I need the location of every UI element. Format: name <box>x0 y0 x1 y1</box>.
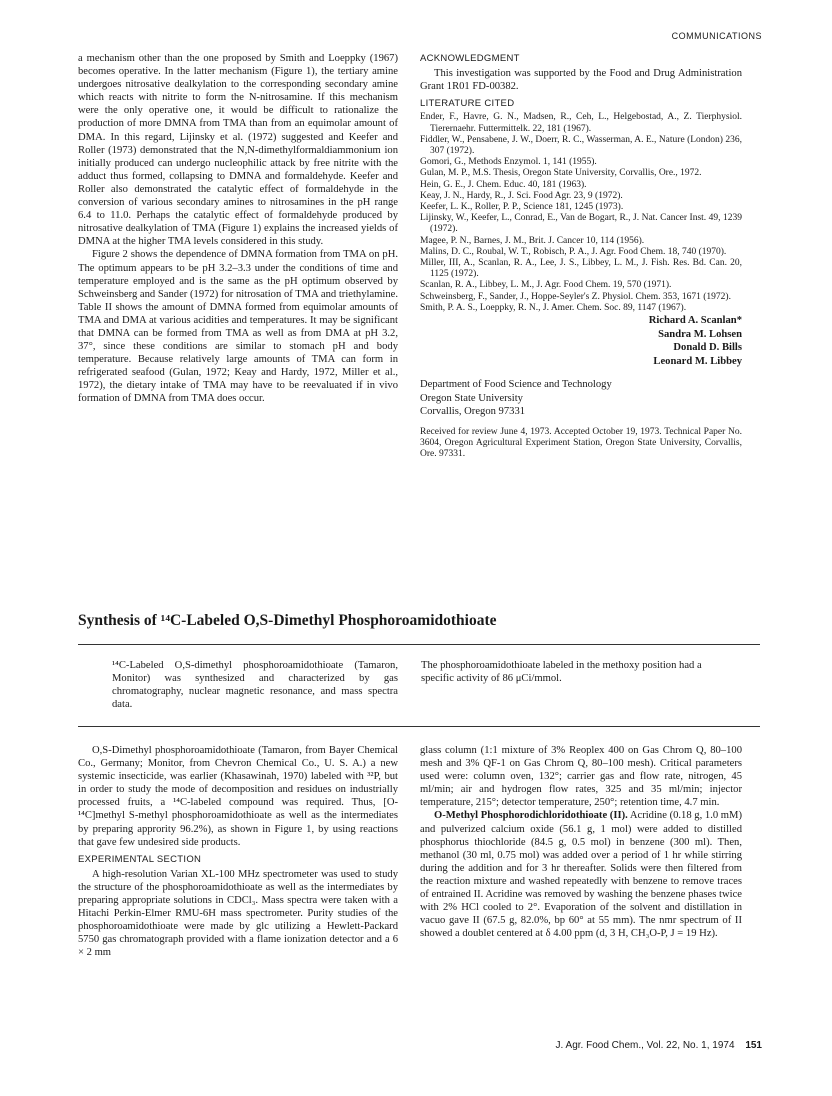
acknowledgment-heading: ACKNOWLEDGMENT <box>420 53 520 64</box>
affiliation-line: Oregon State University <box>420 392 523 404</box>
experimental-heading: EXPERIMENTAL SECTION <box>78 853 202 865</box>
affiliation-line: Department of Food Science and Technology <box>420 379 612 391</box>
affiliation-line: Corvallis, Oregon 97331 <box>420 406 526 418</box>
compound-heading: O-Methyl Phosphorodichloridothioate (II). <box>434 810 628 822</box>
reference-item: Smith, P. A. S., Loeppky, R. N., J. Amer. Chem. Soc. 89, 1147 (1967). <box>420 302 687 313</box>
author-list <box>420 314 742 368</box>
reference-item: Schweinsberg, F., Sander, J., Hoppe-Seyler's Z. Physiol. Chem. 353, 1671 (1972). <box>420 291 731 302</box>
article1-right-column <box>420 52 742 460</box>
article2-title: Synthesis of ¹⁴C-Labeled O,S-Dimethyl Phosphoroamidothioate <box>78 612 497 629</box>
section-label: COMMUNICATIONS <box>671 31 762 41</box>
divider <box>78 726 760 727</box>
reference-list <box>420 112 742 314</box>
reference-item: Keay, J. N., Hardy, R., J. Sci. Food Agr. 23, 9 (1972). <box>420 190 623 201</box>
page-number: 151 <box>745 1040 762 1051</box>
article1-left-column <box>78 52 398 406</box>
reference-item: Hein, G. E., J. Chem. Educ. 40, 181 (1963). <box>420 179 587 190</box>
author-name: Sandra M. Lohsen <box>658 328 742 340</box>
reference-item: Gulan, M. P., M.S. Thesis, Oregon State University, Corvallis, Ore., 1972. <box>420 168 702 179</box>
acknowledgment-text: This investigation was supported by the Food and Drug Administration Grant 1R01 FD-00382. <box>420 68 742 93</box>
affiliation <box>420 378 742 419</box>
body-paragraph: O,S-Dimethyl phosphoroamidothioate (Tamaron, from Bayer Chemical Co., Germany; Monitor, from Chevron Chemical Co., U. S. A.) a new systemic insecticide, was earlier (Khasawinah, 1970) labeled with ³²P, but in order to study the mode of decomposition and residues on industrially processed fruits, a ¹⁴C-labeled compound was required. Thus, [O-¹⁴C]methyl S-methyl phosphoroamidothioate as well as the intermediates by preparing apprority 96.2%), as shown in Figure 1, by using reactions that gave few undesired side products. <box>78 745 398 848</box>
reference-item: Miller, III, A., Scanlan, R. A., Lee, J. S., Libbey, L. M., J. Fish. Res. Bd. Can. 20, 1125 (1972). <box>420 258 742 280</box>
reference-item: Gomori, G., Methods Enzymol. 1, 141 (1955). <box>420 157 597 168</box>
reference-item: Keefer, L. K., Roller, P. P., Science 181, 1245 (1973). <box>420 202 624 212</box>
reference-item: Fiddler, W., Pensabene, J. W., Doerr, R. C., Wasserman, A. E., Nature (London) 236, 307 (1972). <box>420 134 742 156</box>
journal-citation: J. Agr. Food Chem., Vol. 22, No. 1, 1974 <box>555 1040 735 1051</box>
divider <box>78 644 760 645</box>
received-note: Received for review June 4, 1973. Accepted October 19, 1973. Technical Paper No. 3604, Oregon Agricultural Experiment Station, Oregon State University, Corvallis, Ore. 97331. <box>420 426 742 459</box>
body-paragraph <box>420 809 742 940</box>
article2-right-column <box>420 744 742 940</box>
body-text: Acridine (0.18 g, 1.0 mM) and pulverized calcium oxide (56.1 g, 1 mol) were added to distilled phosphorus thiochloride (84.5 g, 0.5 mol) in benzene (300 ml). Then, methanol (30 ml, 0.75 mol) was added over a period of 1 hr while stirring during the addition and for 3 hr thereafter. Solids were then filtered from the reaction mixture and washed repeatedly with benzene to remove traces of entrained II. Acridine was removed by washing the benzene phases twice with 2% HCl cooled to 2°. Evaporation of the solvent and distillation in vacuo gave II (67.5 g, 82.0%, bp 60° at 55 mm). The nmr spectrum of II showed a doublet centered at δ 4.00 ppm (d, 3 H, CH₃O-P, J = 19 Hz). <box>420 810 742 940</box>
reference-item: Lijinsky, W., Keefer, L., Conrad, E., Van de Bogart, R., J. Nat. Cancer Inst. 49, 1239 (1972). <box>420 213 742 235</box>
reference-item: Malins, D. C., Roubal, W. T., Robisch, P. A., J. Agr. Food Chem. 18, 740 (1970). <box>420 246 727 257</box>
reference-item: Magee, P. N., Barnes, J. M., Brit. J. Cancer 10, 114 (1956). <box>420 235 645 246</box>
reference-item: Scanlan, R. A., Libbey, L. M., J. Agr. Food Chem. 19, 570 (1971). <box>420 280 672 291</box>
article2-left-column <box>78 744 398 960</box>
body-paragraph: glass column (1:1 mixture of 3% Reoplex 400 on Gas Chrom Q, 80–100 mesh and 3% QF-1 on Gas Chrom Q, 80–100 mesh). Critical parameters used were: column oven, 132°; carrier gas and flow rate, nitrogen, 45 ml/min; air and hydrogen flow rates, 325 and 35 ml/min; injector temperature, 215°; detector temperature, 250°; retention time, 4.7 min. <box>420 745 742 809</box>
body-paragraph: a mechanism other than the one proposed by Smith and Loeppky (1967) becomes operative. In the latter mechanism (Figure 1), the tertiary amine undergoes nitrosative dealkylation to the corresponding secondary amine which reacts with nitrite to form the N-nitrosamine. If this mechanism were the only operative one, it would be difficult to rationalize the production of more DMNA from TMA than from an equimolar amount of DMA. In this regard, Lijinsky et al. (1972) suggested and Keefer and Roller (1973) demonstrated that the N,N-dimethylformaldiammonium ion initially produced can undergo nucleophilic attack by free nitrite with the adduct thus formed, collapsing to DMNA and formaldehyde. Keefer and Roller also demonstrated the catalytic effect of formaldehyde in the conversion of various secondary amines to nitrosamines in the pH range 6.4 to 11.0. Perhaps the catalytic effect of formaldehyde produced by nitrosative dealkylation of TMA (Figure 1) explains the increased yields of DMNA at the higher TMA levels considered in this study. <box>78 53 398 248</box>
author-name: Donald D. Bills <box>673 342 742 354</box>
abstract-left: ¹⁴C-Labeled O,S-dimethyl phosphoroamidothioate (Tamaron, Monitor) was synthesized and characterized by gas chromatography, nuclear magnetic resonance, and mass spectra data. <box>112 660 398 711</box>
abstract-right: The phosphoroamidothioate labeled in the methoxy position had a specific activity of 86 μCi/mmol. <box>421 660 702 685</box>
author-name: Leonard M. Libbey <box>653 355 742 367</box>
body-paragraph: A high-resolution Varian XL-100 MHz spectrometer was used to study the structure of the phosphoroamidothioate as well as the intermediates by preparing appropriate solutions in CDCl₃. Mass spectra were taken with a Hitachi Perkin-Elmer RMU-6H mass spectrometer. Purity studies of the phosphoroamidothioate were made by glc utilizing a Hewlett-Packard 5750 gas chromatograph provided with a flame ionization detector and a 6 × 2 mm <box>78 868 398 959</box>
literature-heading: LITERATURE CITED <box>420 98 515 110</box>
author-name: Richard A. Scanlan* <box>648 315 742 327</box>
body-paragraph: Figure 2 shows the dependence of DMNA formation from TMA on pH. The optimum appears to be pH 3.2–3.3 under the conditions of time and temperature employed and is the same as the pH optimum observed by Schweinsberg and Sander (1972) for nitrosation of TMA and triethylamine. Table II shows the amount of DMNA formed from equimolar amounts of TMA and DMA at various acidities and temperatures. It may be significant that DMNA can be formed from TMA as well as from DMA at pH 3.2, 37°, since these conditions are similar to stomach pH and body temperature. Because relatively large amounts of TMA can form in refrigerated seafood (Gulan, 1972; Keay and Hardy, 1972, Miller et al., 1972), the dietary intake of TMA may have to be reevaluated if in vivo formation of DMNA from TMA does occur. <box>78 249 398 405</box>
reference-item: Ender, F., Havre, G. N., Madsen, R., Ceh, L., Helgebostad, A., Z. Tierphysiol. Tierernaehr. Futtermittelk. 22, 181 (1967). <box>420 112 742 134</box>
page-footer <box>556 1040 762 1051</box>
